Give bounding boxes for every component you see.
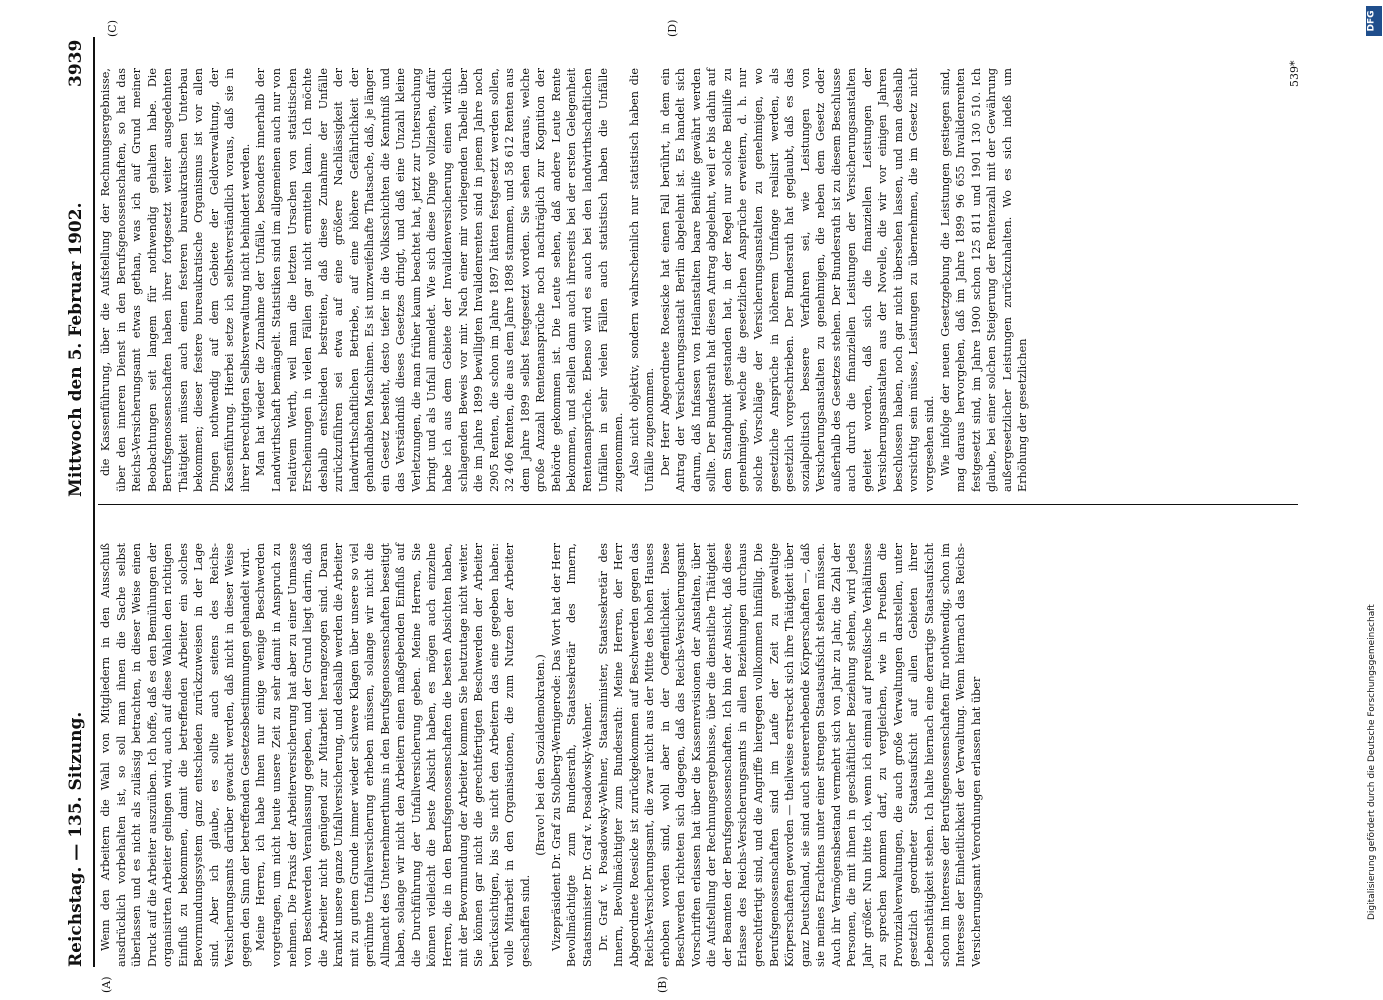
page-number: 3939 [66, 39, 86, 87]
paragraph: die Kassenführung, über die Aufstellung der Rechnungsergebnisse, über den inneren Dienst in den Berufsgenossenschaften, so hat das Reichs-Versicherungsamt etwas gethan, was ich auf Grund meiner Beobachtungen seit langem für nothwendig gehalten habe. Die Berufsgenossenschaften haben ihrer fortgesetzt weiter ausgedehnten Thätigkeit müssen auch einen festeren bureaukratischen Unterbau bekommen; dieser festere bureaukratische Organismus ist vor allen Dingen nothwendig auf dem Gebiete der Geldverwaltung, der Kassenführung. Hierbei setze ich selbstverständlich voraus, daß sie in ihrer berechtigten Selbstverwaltung nicht behindert werden. [99, 68, 252, 492]
page-header [66, 37, 92, 967]
marker-d: (D) [666, 19, 679, 37]
digitization-note: Digitalisierung gefördert durch die Deutsche Forschungsgemeinschaft [1367, 604, 1377, 920]
header-rule [93, 37, 95, 967]
paragraph: Man hat wieder die Zunahme der Unfälle, besonders innerhalb der Landwirthschaft bemängelt. Statistiken sind im allgemeinen auch nur von relativem Werth, weil man die letzten Ursachen von statistischen Erscheinungen in vielen Fällen gar nicht ermitteln kann. Ich möchte deshalb entschieden bestreiten, daß diese Zunahme der Unfälle zurückzuführen sei etwa auf eine größere Nachlässigkeit der landwirthschaftlichen Betriebe, auf eine höhere Gefährlichkeit der gehandhabten Maschinen. Es ist unzweifelhafte Thatsache, daß, je länger ein Gesetz besteht, desto tiefer in die Volksschichten die Kenntniß und das Verständniß dieses Gesetzes dringt, und daß eine Unzahl kleine Verletzungen, die man früher kaum beachtet hat, jetzt zur Untersuchung bringt und als Unfall anmeldet. Wie sich diese Dinge vollziehen, dafür habe ich aus dem Gebiete der Invalidenversicherung einen wirklich schlagenden Beweis vor mir. Nach einer mir vorliegenden Tabelle über die im Jahre 1899 bewilligten Invalidenrenten sind in jenem Jahre noch 2905 Renten, die schon im Jahre 1897 hätten festgesetzt werden sollen, 32 406 Renten, die aus dem Jahre 1898 stammen, und 58 612 Renten aus dem Jahre 1899 selbst festgesetzt worden. Sie sehen daraus, welche große Anzahl Rentenansprüche noch nachträglich zur Kognition der Behörde gekommen ist. Die Leute sehen, daß andere Leute Rente bekommen, und stellen dann auch ihrerseits bei der ersten Gelegenheit Rentenansprüche. Ebenso wird es auch bei den landwirthschaftlichen Unfällen in sehr vielen Fällen auch statistisch haben die Unfälle zugenommen. [254, 68, 626, 492]
column-left [98, 543, 984, 967]
column-divider [98, 504, 1298, 505]
marker-c: (C) [106, 20, 119, 37]
header-left: Reichstag. — 135. Sitzung. [66, 711, 86, 967]
paragraph: Der Herr Abgeordnete Roesicke hat einen Fall berührt, in dem ein Antrag der Versicherungsanstalt Berlin abgelehnt ist. Es handelt sich darum, daß Infassen von Heilanstalten baare Beihilfe gewährt werden sollte. Der Bundesrath hat diesen Antrag abgelehnt, weil er bis dahin auf dem Standpunkt gestanden hat, in der Regel nur solche Beihilfe zu genehmigen, welche die gesetzlichen Ansprüche erweitern, d. h. nur solche Vorschläge der Versicherungsanstalten zu genehmigen, wo gesetzliche Ansprüche in höherem Umfange realisirt werden, als gesetzlich vorgeschrieben. Der Bundesrath hat geglaubt, daß es das sozialpolitisch bessere Verfahren sei, wie Leistungen von Versicherungsanstalten zu genehmigen, die neben dem Gesetz oder außerhalb des Gesetzes stehen. Der Bundesrath ist zu diesem Beschlusse auch durch die finanziellen Leistungen der Versicherungsanstalten geleitet worden, daß sich die finanziellen Leistungen der Versicherungsanstalten aus der Novelle, die wir vor einigen Jahren beschlossen haben, noch gar nicht übersehen lassen, und man deshalb vorsichtig sein müsse, Leistungen zu übernehmen, die im Gesetz nicht vorgesehen sind. [658, 68, 936, 492]
marker-a: (A) [100, 976, 113, 993]
paragraph: Wenn den Arbeitern die Wahl von Mitgliedern in den Ausschuß ausdrücklich vorbehalten ist, so soll man ihnen die Sache selbst überlassen und es nicht als zulässig betrachten, in dieser Weise einen Druck auf die Arbeiter auszuüben. Ich hoffe, daß es den Bemühungen der organisirten Arbeiter gelingen wird, auch auf diese Wahlen den richtigen Einfluß zu bekommen, damit die betreffenden Arbeiter ein solches Bevormundungssystem ganz entschieden zurückzuweisen in der Lage sind. Aber ich glaube, es sollte auch seitens des Reichs-Versicherungsamts darüber gewacht werden, daß nicht in dieser Weise gegen den Sinn der betreffenden Gesetzesbestimmungen gehandelt wird. [99, 543, 252, 967]
paragraph: (Bravo! bei den Sozialdemokraten.) [534, 654, 548, 856]
paragraph: Vizepräsident Dr. Graf zu Stolberg-Wernigerode: Das Wort hat der Herr Bevollmächtigte zum Bundesrath, Staatssekretär des Innern, Staatsminister Dr. Graf v. Posadowsky-Wehner. [549, 543, 594, 967]
marker-b: (B) [656, 976, 669, 993]
column-right [98, 68, 1031, 492]
paragraph: Meine Herren, ich habe Ihnen nur einige wenige Beschwerden vorgetragen, um nicht heute unsere Zeit zu sehr damit in Anspruch zu nehmen. Die Praxis der Arbeiterversicherung hat aber zu einer Unmasse von Beschwerden Veranlassung gegeben, und der Grund liegt darin, daß die Arbeiter nicht genügend zur Mitarbeit herangezogen sind. Daran krankt unsere ganze Unfallversicherung, und deshalb werden die Arbeiter mit zu gutem Grunde immer wieder schwere Klagen über unsere so viel gerühmte Unfallversicherung erheben müssen, solange wir nicht die Allmacht des Unternehmerthums in den Berufsgenossenschaften beseitigt haben, solange wir nicht den Arbeitern einen maßgebenden Einfluß auf die Durchführung der Unfallversicherung geben. Meine Herren, Sie können vielleicht die beste Absicht haben, es mögen auch einzelne Herren, die in den Berufsgenossenschaften die besten Absichten haben, mit der Bevormundung der Arbeiter kommen Sie heutzutage nicht weiter. Sie können gar nicht die gerechtfertigten Beschwerden der Arbeiter berücksichtigen, bis Sie nicht den Arbeitern das eine gegeben haben: volle Mitarbeit in den Organisationen, die zum Nutzen der Arbeiter geschaffen sind. [254, 543, 532, 967]
header-center: Mittwoch den 5. Februar 1902. [66, 202, 86, 497]
paragraph: Wie infolge der neuen Gesetzgebung die Leistungen gestiegen sind, mag daraus hervorgehen, daß im Jahre 1899 96 655 Invalidenrenten festgesetzt sind, im Jahre 1900 schon 125 811 und 1901 130 510. Ich glaube, bei einer solchen Steigerung der Rentenzahl mit der Gewährung außergesetzlicher Leistungen zurückzuhalten. Wo es sich indeß um Erhöhung der gesetzlichen [938, 68, 1030, 492]
dfg-logo: DFG [1366, 6, 1382, 36]
footer-mark: 539* [1288, 60, 1301, 87]
paragraph: Dr. Graf v. Posadowsky-Wehner, Staatsminister, Staatssekretär des Innern, Bevollmächtigter zum Bundesrath: Meine Herren, der Herr Abgeordnete Roesicke ist zurückgekommen auf Beschwerden gegen das Reichs-Versicherungsamt, die zwar nicht aus der Mitte des hohen Hauses erhoben worden sind, wohl aber in der Oeffentlichkeit. Diese Beschwerden richteten sich dagegen, daß das Reichs-Versicherungsamt Vorschriften erlassen hat über die Kassenrevisionen der Anstalten, über die Aufstellung der Rechnungsergebnisse, über die dienstliche Thätigkeit der Beamten der Berufsgenossenschaften. Ich bin der Ansicht, daß diese Erlasse des Reichs-Versicherungsamts in allen Beziehungen durchaus gerechtfertigt sind, und die Angriffe hiergegen vollkommen hinfällig. Die Berufsgenossenschaften sind im Laufe der Zeit zu gewaltige Körperschaften geworden — theilweise erstreckt sich ihre Thätigkeit über ganz Deutschland, sie sind auch steuererhebende Körperschaften —, daß sie meines Erachtens unter einer strengen Staatsaufsicht stehen müssen. Auch ihr Vermögensbestand vermehrt sich von Jahr zu Jahr, die Zahl der Personen, die mit ihnen in geschäftlicher Beziehung stehen, wird jedes Jahr größer. Nun bitte ich, wenn ich einmal auf preußische Verhältnisse zu sprechen kommen darf, zu vergleichen, wie in Preußen die Provinzialverwaltungen, die auch große Verwaltungen darstellen, unter gesetzlich geordneter Staatsaufsicht auf allen Gebieten ihrer Lebensthätigkeit stehen. Ich halte hiernach eine derartige Staatsaufsicht schon im Interesse der Berufsgenossenschaften für nothwendig, schon im Interesse der Einheitlichkeit der Verwaltung. Wenn hiernach das Reichs-Versicherungsamt Verordnungen erlassen hat über [596, 543, 983, 967]
paragraph: Also nicht objektiv, sondern wahrscheinlich nur statistisch haben die Unfälle zugenommen. [627, 68, 657, 492]
rotated-page [66, 19, 1306, 993]
